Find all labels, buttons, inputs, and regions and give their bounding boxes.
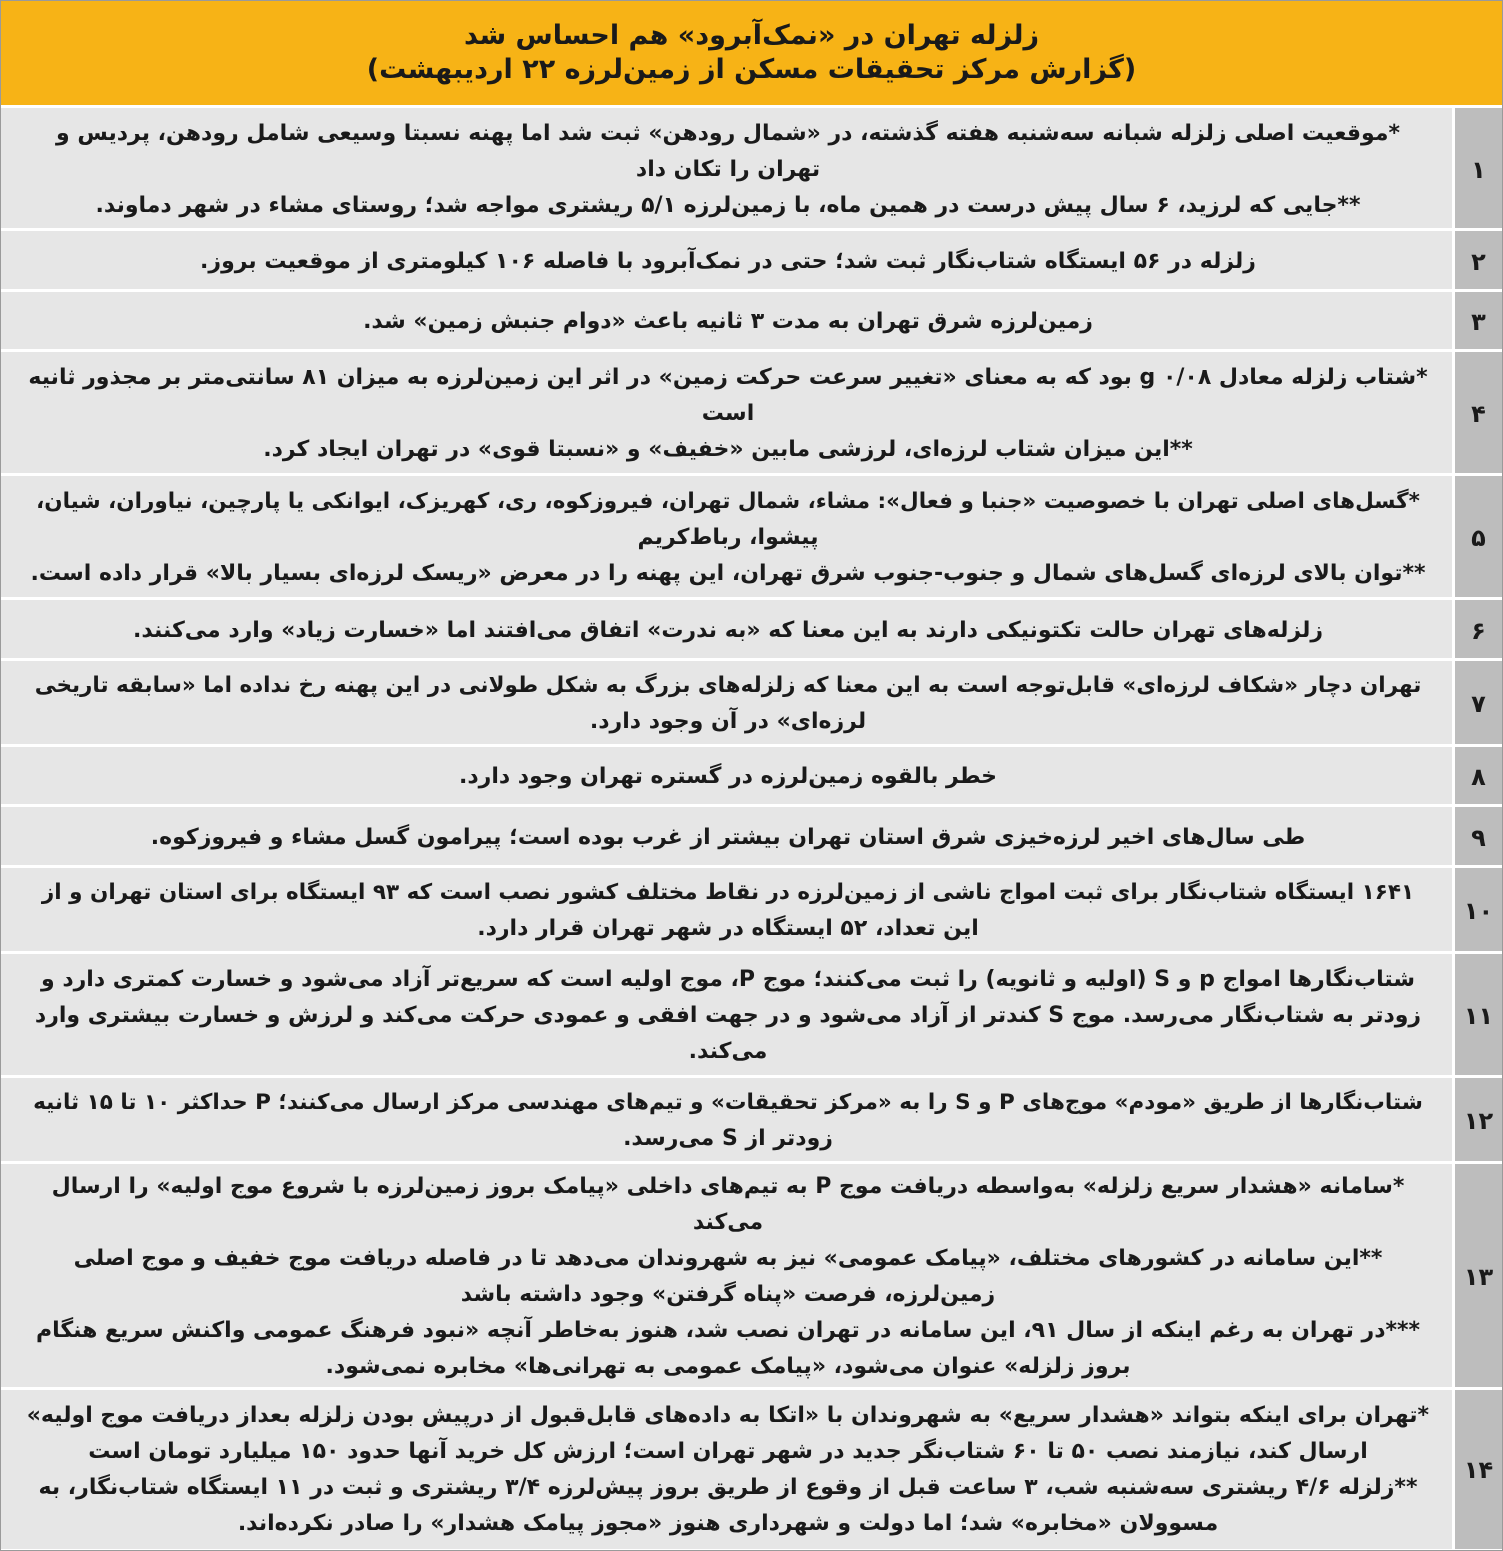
row-text-line: *تهران برای اینکه بتواند «هشدار سریع» به شهروندان با «اتکا به داده‌های قابل‌قبول از درپیش بودن زلزله بعداز دریافت موج اولیه» [26, 1402, 1429, 1428]
row-text-line: *گسل‌های اصلی تهران با خصوصیت «جنبا و فعال»: مشاء، شمال تهران، فیروزکوه، ری، کهریزک، ایوانکی یا پارچین، نیاوران، شیان، [36, 489, 1420, 514]
row-content [1, 292, 1455, 352]
row-content [1, 807, 1455, 868]
row-text-line: خطر بالقوه زمین‌لرزه در گستره تهران وجود دارد. [459, 764, 997, 789]
row-text-line: زودتر از S می‌رسد. [623, 1126, 833, 1151]
row-number: ۱۴ [1452, 1390, 1502, 1549]
row-text-line: مسوولان «مخابره» شد؛ اما دولت و شهرداری هنوز «مجوز پیامک هشدار» را صادر نکرده‌اند. [237, 1510, 1219, 1536]
row-text-line: زلزله در ۵۶ ایستگاه شتاب‌نگار ثبت شد؛ حتی در نمک‌آبرود با فاصله ۱۰۶ کیلومتری از موقعیت بروز. [200, 248, 1256, 274]
row-text-line: **این سامانه در کشورهای مختلف، «پیامک عمومی» نیز به شهروندان می‌دهد تا در فاصله دریافت موج خفیف و موج اصلی [73, 1246, 1383, 1271]
row-number: ۹ [1452, 807, 1502, 868]
row-text-line: می‌کند. [688, 1039, 768, 1064]
table-row [1, 865, 1502, 954]
row-content [1, 1164, 1455, 1390]
row-number: ۷ [1452, 661, 1502, 747]
table-row [1, 289, 1502, 352]
table-row [1, 228, 1502, 292]
row-number: ۲ [1452, 231, 1502, 292]
row-text-line: *شتاب زلزله معادل g ۰/۰۸ بود که به معنای «تغییر سرعت حرکت زمین» در اثر این زمین‌لرزه به میزان ۸۱ سانتی‌متر بر مجذور ثانیه [28, 365, 1428, 390]
table-row [1, 1387, 1502, 1549]
row-text-line: **این میزان شتاب لرزه‌ای، لرزشی مابین «خفیف» و «نسبتا قوی» در تهران ایجاد کرد. [263, 437, 1193, 462]
row-number: ۸ [1452, 747, 1502, 807]
row-number: ۱۲ [1452, 1078, 1502, 1164]
row-number: ۱۱ [1452, 954, 1502, 1078]
row-content [1, 661, 1455, 747]
row-text-line: ***در تهران به رغم اینکه از سال ۹۱، این سامانه در تهران نصب شد، هنوز به‌خاطر آنچه «نبود فرهنگ عمومی واکنش سریع هنگام [35, 1318, 1421, 1343]
row-content [1, 954, 1455, 1078]
page-title: زلزله تهران در «نمک‌آبرود» هم احساس شد [463, 20, 1040, 51]
row-number: ۶ [1452, 600, 1502, 661]
row-number: ۳ [1452, 292, 1502, 352]
row-content [1, 1390, 1455, 1549]
table-row [1, 597, 1502, 661]
row-text-line: زلزله‌های تهران حالت تکتونیکی دارند به این معنا که «به ندرت» اتفاق می‌افتند اما «خسارت زیاد» وارد می‌کنند. [132, 617, 1324, 643]
table-row [1, 1075, 1502, 1164]
table-row [1, 105, 1502, 231]
row-content [1, 352, 1455, 476]
row-text-line: **جایی که لرزید، ۶ سال پیش درست در همین ماه، با زمین‌لرزه ۵/۱ ریشتری مواجه شد؛ روستای مشاء در شهر دماوند. [95, 192, 1361, 218]
table-row [1, 951, 1502, 1078]
row-text-line: **زلزله ۴/۶ ریشتری سه‌شنبه شب، ۳ ساعت قبل از وقوع از طریق بروز پیش‌لرزه ۳/۴ ریشتری و ثبت در ۱۱ ایستگاه شتاب‌نگار، به [38, 1474, 1418, 1500]
row-text-line: این تعداد، ۵۲ ایستگاه در شهر تهران قرار دارد. [477, 916, 979, 941]
row-content [1, 600, 1455, 661]
row-text-line: پیشوا، رباط‌کریم [637, 525, 819, 550]
row-text-line: ارسال کند، نیازمند نصب ۵۰ تا ۶۰ شتاب‌نگر جدید در شهر تهران است؛ ارزش کل خرید آنها حدود ۱۵۰ میلیارد تومان است [88, 1438, 1368, 1464]
table-row [1, 473, 1502, 600]
row-text-line: تهران را تکان داد [635, 156, 821, 182]
row-content [1, 231, 1455, 292]
row-text-line: طی سال‌های اخیر لرزه‌خیزی شرق استان تهران بیشتر از غرب بوده است؛ پیرامون گسل مشاء و فیروزکوه. [150, 824, 1306, 850]
page-subtitle: (گزارش مرکز تحقیقات مسکن از زمین‌لرزه ۲۲ اردیبهشت) [366, 54, 1137, 85]
table-header [1, 1, 1502, 105]
row-text-line: ۱۶۴۱ ایستگاه شتاب‌نگار برای ثبت امواج ناشی از زمین‌لرزه در نقاط مختلف کشور نصب است که ۹۳ ایستگاه برای استان تهران و از [41, 880, 1415, 905]
row-text-line: شتاب‌نگارها امواج p و S (اولیه و ثانویه) را ثبت می‌کنند؛ موج P، موج اولیه است که سریع‌تر آزاد می‌شود و خسارت کمتری دارد و [41, 967, 1415, 992]
row-text-line: بروز زلزله» عنوان می‌شود، «پیامک عمومی به تهرانی‌ها» مخابره نمی‌شود. [325, 1354, 1131, 1379]
row-number: ۱ [1452, 108, 1502, 231]
table-row [1, 349, 1502, 476]
row-number: ۱۳ [1452, 1164, 1502, 1390]
row-number: ۵ [1452, 476, 1502, 600]
row-number: ۱۰ [1452, 868, 1502, 954]
table-row [1, 744, 1502, 807]
row-content [1, 868, 1455, 954]
row-text-line: تهران دچار «شکاف لرزه‌ای» قابل‌توجه است به این معنا که زلزله‌های بزرگ به شکل طولانی در این پهنه رخ نداده اما «سابقه تاریخی [34, 673, 1422, 698]
row-content [1, 747, 1455, 807]
row-content [1, 476, 1455, 600]
row-content [1, 1078, 1455, 1164]
row-text-line: زمین‌لرزه، فرصت «پناه گرفتن» وجود داشته باشد [460, 1282, 996, 1307]
table-row [1, 804, 1502, 868]
row-text-line: **توان بالای لرزه‌ای گسل‌های شمال و جنوب-جنوب شرق تهران، این پهنه را در معرض «ریسک لرزه‌ای بسیار بالا» قرار داده است. [30, 561, 1426, 586]
row-content [1, 108, 1455, 231]
row-text-line: زودتر به شتاب‌نگار می‌رسد. موج S کندتر از آزاد می‌شود و در جهت افقی و عمودی حرکت می‌کند و لرزش و خسارت بیشتری وارد [34, 1003, 1422, 1028]
row-number: ۴ [1452, 352, 1502, 476]
row-text-line: لرزه‌ای» در آن وجود دارد. [589, 709, 867, 734]
row-text-line: است [701, 401, 755, 426]
row-text-line: *موقعیت اصلی زلزله شبانه سه‌شنبه هفته گذشته، در «شمال رودهن» ثبت شد اما پهنه نسبتا وسیعی شامل رودهن، پردیس و [56, 120, 1400, 146]
row-text-line: *سامانه «هشدار سریع زلزله» به‌واسطه دریافت موج P به تیم‌های داخلی «پیامک بروز زمین‌لرزه با شروع موج اولیه» را ارسال [51, 1174, 1405, 1199]
table-row [1, 658, 1502, 747]
row-text-line: زمین‌لرزه شرق تهران به مدت ۳ ثانیه باعث «دوام جنبش زمین» شد. [363, 309, 1093, 334]
row-text-line: می‌کند [692, 1210, 764, 1235]
table-row [1, 1161, 1502, 1390]
row-text-line: شتاب‌نگارها از طریق «مودم» موج‌های P و S را به «مرکز تحقیقات» و تیم‌های مهندسی مرکز ارسال می‌کنند؛ P حداکثر ۱۰ تا ۱۵ ثانیه [33, 1090, 1423, 1115]
